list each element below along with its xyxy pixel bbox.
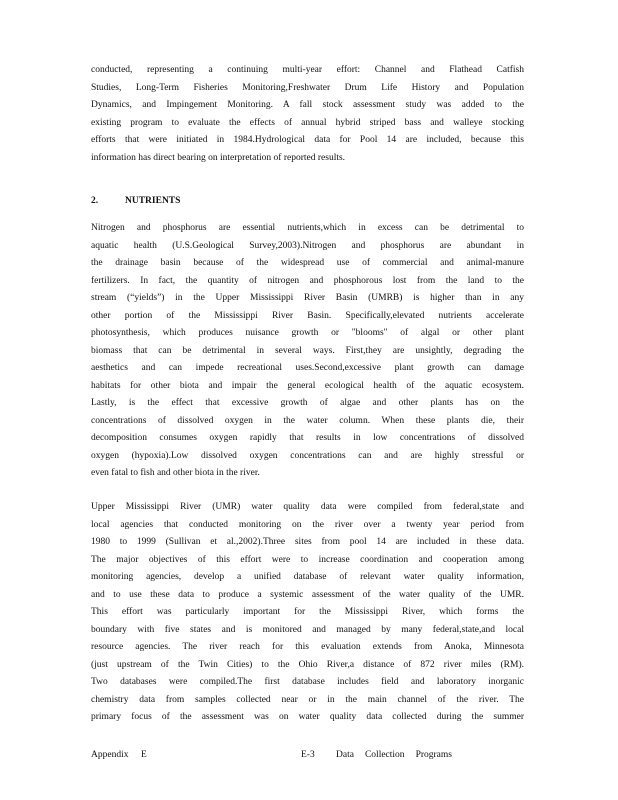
text-line: conducted, representing a continuing multi-year effort: Channel and Flathead Catfish <box>91 65 524 75</box>
text-line: 1980 to 1999 (Sullivan et al.,2002).Three sites from pool 14 are included in these data. <box>91 537 524 547</box>
text-line: primary focus of the assessment was on water quality data collected during the summer <box>91 712 524 722</box>
text-line: photosynthesis, which produces nuisance growth or "blooms" of algal or other plant <box>91 328 524 338</box>
text-line: biomass that can be detrimental in several ways. First,they are unsightly, degrading the <box>91 345 524 356</box>
section-heading <box>91 193 180 210</box>
text-line: efforts that were initiated in 1984.Hydrological data for Pool 14 are included, because this <box>91 135 524 145</box>
section-number: 2. <box>91 196 99 206</box>
page-footer <box>0 746 618 764</box>
text-line: and to use these data to produce a systemic assessment of the water quality of the UMR. <box>91 589 524 600</box>
text-line: boundary with five states and is monitored and managed by many federal,state,and local <box>91 624 524 635</box>
footer-section-title: Data Collection Programs <box>336 750 452 760</box>
text-line: fertilizers. In fact, the quantity of nitrogen and phosphorous lost from the land to the <box>91 275 524 286</box>
text-line: Nitrogen and phosphorus are essential nutrients,which in excess can be detrimental to <box>91 223 524 233</box>
text-line: The major objectives of this effort were to increase coordination and cooperation among <box>91 554 524 565</box>
text-line: (just upstream of the Twin Cities) to the Ohio River,a distance of 872 river miles (RM). <box>91 659 524 670</box>
text-line: Two databases were compiled.The first database includes field and laboratory inorganic <box>91 677 524 687</box>
footer-appendix-label: Appendix <box>91 750 129 760</box>
intro-paragraph <box>91 62 524 167</box>
text-line: aesthetics and can impede recreational uses.Second,excessive plant growth can damage <box>91 363 524 373</box>
text-line: Dynamics, and Impingement Monitoring. A fall stock assessment study was added to the <box>91 100 524 110</box>
nutrients-paragraph-2 <box>91 499 524 727</box>
text-line: local agencies that conducted monitoring on the river over a twenty year period from <box>91 519 524 530</box>
text-line: concentrations of dissolved oxygen in the water column. When these plants die, their <box>91 415 524 426</box>
text-line: resource agencies. The river reach for this evaluation extends from Anoka, Minnesota <box>91 642 524 652</box>
text-line: oxygen (hypoxia).Low dissolved oxygen concentrations can and are highly stressful or <box>91 450 524 461</box>
footer-page-number: E-3 <box>301 750 315 760</box>
text-line: Lastly, is the effect that excessive growth of algae and other plants has on the <box>91 398 524 408</box>
text-line: information has direct bearing on interpretation of reported results. <box>91 152 346 163</box>
text-line: Upper Mississippi River (UMR) water quality data were compiled from federal,state and <box>91 502 524 512</box>
text-line: monitoring agencies, develop a unified database of relevant water quality information, <box>91 572 524 582</box>
text-line: existing program to evaluate the effects of annual hybrid striped bass and walleye stocking <box>91 117 524 128</box>
text-line: This effort was particularly important for the Mississippi River, which forms the <box>91 607 524 617</box>
text-line: stream (“yields”) in the Upper Mississippi River Basin (UMRB) is higher than in any <box>91 293 524 303</box>
nutrients-paragraph-1 <box>91 220 524 483</box>
text-line: the drainage basin because of the widespread use of commercial and animal-manure <box>91 258 524 268</box>
text-line: aquatic health (U.S.Geological Survey,2003).Nitrogen and phosphorus are abundant in <box>91 240 524 251</box>
text-line: habitats for other biota and impair the general ecological health of the aquatic ecosystem. <box>91 380 524 391</box>
footer-appendix-letter: E <box>141 750 147 760</box>
text-line: other portion of the Mississippi River Basin. Specifically,elevated nutrients accelerate <box>91 310 524 321</box>
text-line: chemistry data from samples collected near or in the main channel of the river. The <box>91 694 524 705</box>
text-line: Studies, Long-Term Fisheries Monitoring,Freshwater Drum Life History and Population <box>91 82 524 93</box>
text-line: even fatal to fish and other biota in the river. <box>91 468 260 478</box>
text-line: decomposition consumes oxygen rapidly that results in low concentrations of dissolved <box>91 433 524 443</box>
section-title: NUTRIENTS <box>125 196 181 206</box>
